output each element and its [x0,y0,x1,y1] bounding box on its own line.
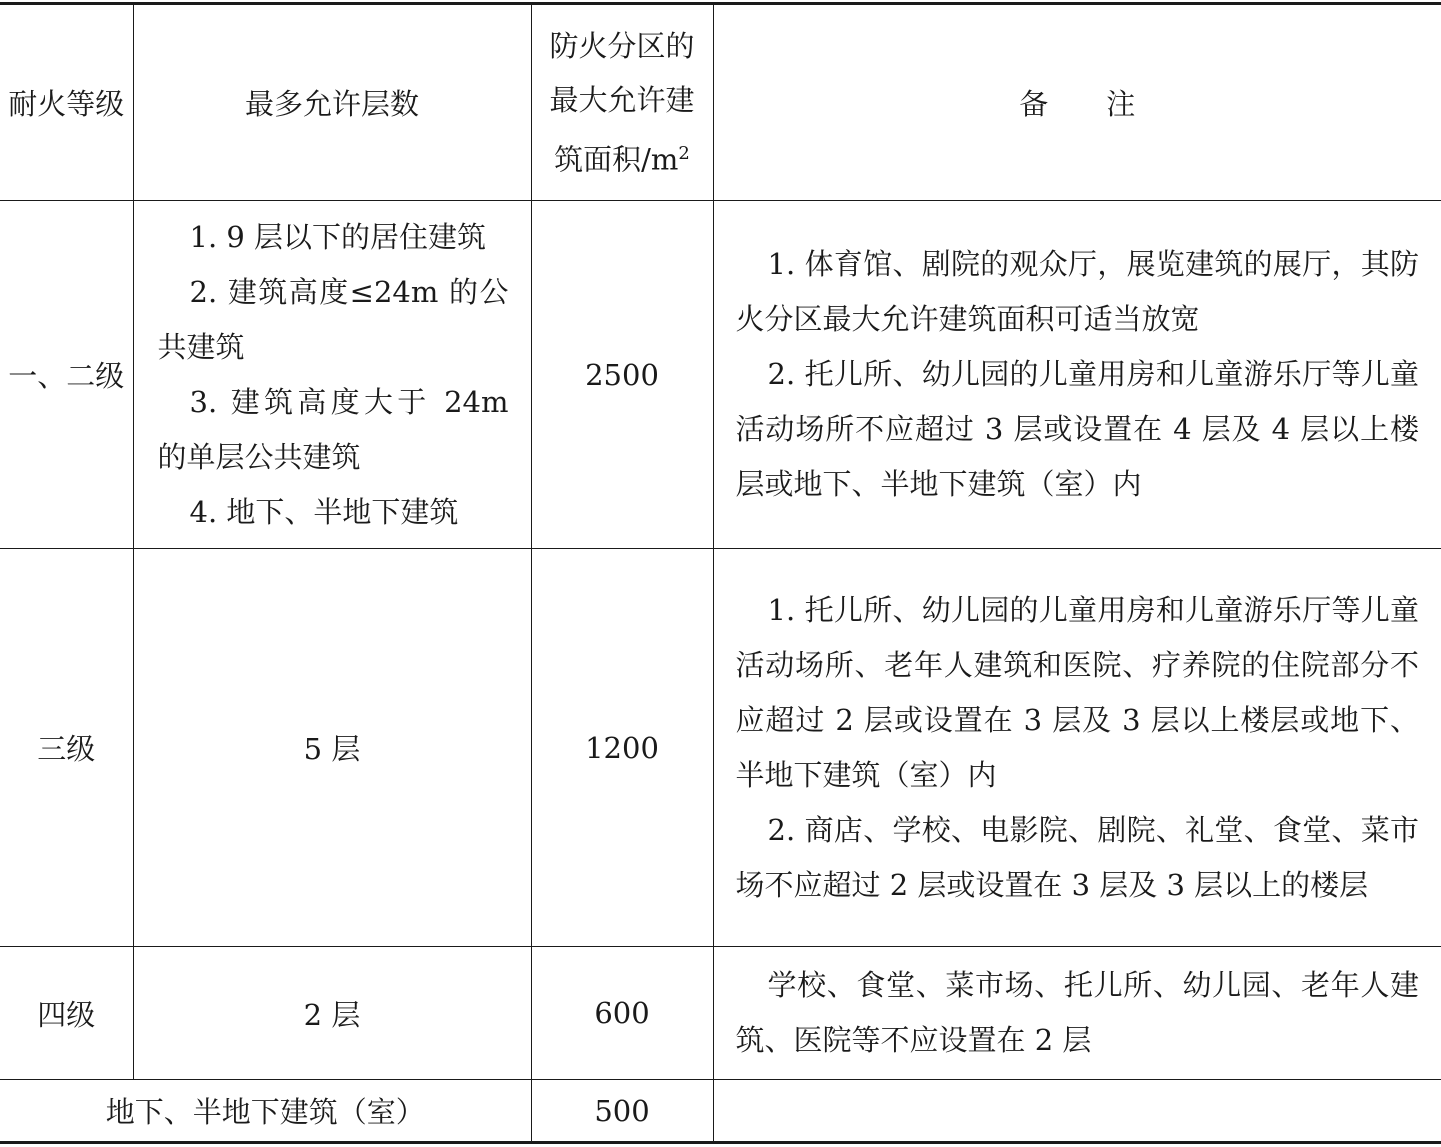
max-floors-value: 2 层 [303,997,361,1032]
grade-cell [0,201,133,549]
notes-item-2: 2. 托儿所、幼儿园的儿童用房和儿童游乐厅等儿童活动场所不应超过 3 层或设置在 4 层及 4 层以上楼层或地下、半地下建筑（室）内 [735,357,1419,501]
floors-item-1: 1. 9 层以下的居住建筑 [189,219,487,254]
notes-item-1: 1. 体育馆、剧院的观众厅，展览建筑的展厅，其防火分区最大允许建筑面积可适当放宽 [735,247,1419,336]
basement-label-cell [0,1080,531,1143]
max-floors-cell [133,201,531,549]
header-max-floors [133,4,531,201]
grade-cell [0,549,133,947]
floors-item-2: 2. 建筑高度≤24m 的公共建筑 [157,274,509,364]
notes-cell [713,201,1441,549]
max-area-value: 1200 [585,730,659,765]
table-row-grade-3 [0,549,1441,947]
notes-cell-empty [713,1080,1441,1143]
header-max-area-line2: 最大允许建 [549,82,695,117]
max-floors-cell [133,947,531,1080]
fire-compartment-table [0,2,1441,1144]
max-area-value: 500 [594,1093,650,1128]
max-floors-cell [133,549,531,947]
table-row-grade-1-2 [0,201,1441,549]
max-area-cell [531,947,713,1080]
header-notes-label: 备注 [1019,87,1194,121]
header-max-area-unit-exponent: 2 [678,142,690,164]
grade-label: 三级 [37,732,96,766]
max-floors-value: 5 层 [303,732,361,766]
header-notes [713,4,1441,201]
basement-label: 地下、半地下建筑（室） [105,1095,425,1129]
table-row-basement [0,1080,1441,1143]
max-area-value: 2500 [585,357,659,392]
floors-item-4: 4. 地下、半地下建筑 [189,494,459,529]
notes-cell [713,947,1441,1080]
grade-cell [0,947,133,1080]
notes-item-2: 2. 商店、学校、电影院、剧院、礼堂、食堂、菜市场不应超过 2 层或设置在 3 层及 3 层以上的楼层 [735,812,1419,902]
max-area-cell [531,1080,713,1143]
notes-cell [713,549,1441,947]
header-max-area-line1: 防火分区的 [549,28,695,63]
max-area-value: 600 [594,996,650,1030]
header-max-area [531,4,713,201]
max-area-cell [531,201,713,549]
header-grade-label: 耐火等级 [8,87,125,121]
header-max-area-line3 [532,127,713,187]
header-grade [0,4,133,201]
header-row [0,4,1441,201]
table-row-grade-4 [0,947,1441,1080]
max-area-cell [531,549,713,947]
grade-label: 一、二级 [8,359,125,393]
header-max-area-line3-text: 筑面积/m [554,142,679,177]
notes-item-1: 1. 托儿所、幼儿园的儿童用房和儿童游乐厅等儿童活动场所、老年人建筑和医院、疗养院的住院部分不应超过 2 层或设置在 3 层及 3 层以上楼层或地下、半地下建筑（室）内 [735,592,1419,792]
notes-item-1: 学校、食堂、菜市场、托儿所、幼儿园、老年人建筑、医院等不应设置在 2 层 [735,968,1419,1057]
header-max-floors-label: 最多允许层数 [244,87,419,121]
grade-label: 四级 [37,997,96,1032]
floors-item-3: 3. 建筑高度大于 24m 的单层公共建筑 [157,384,509,474]
